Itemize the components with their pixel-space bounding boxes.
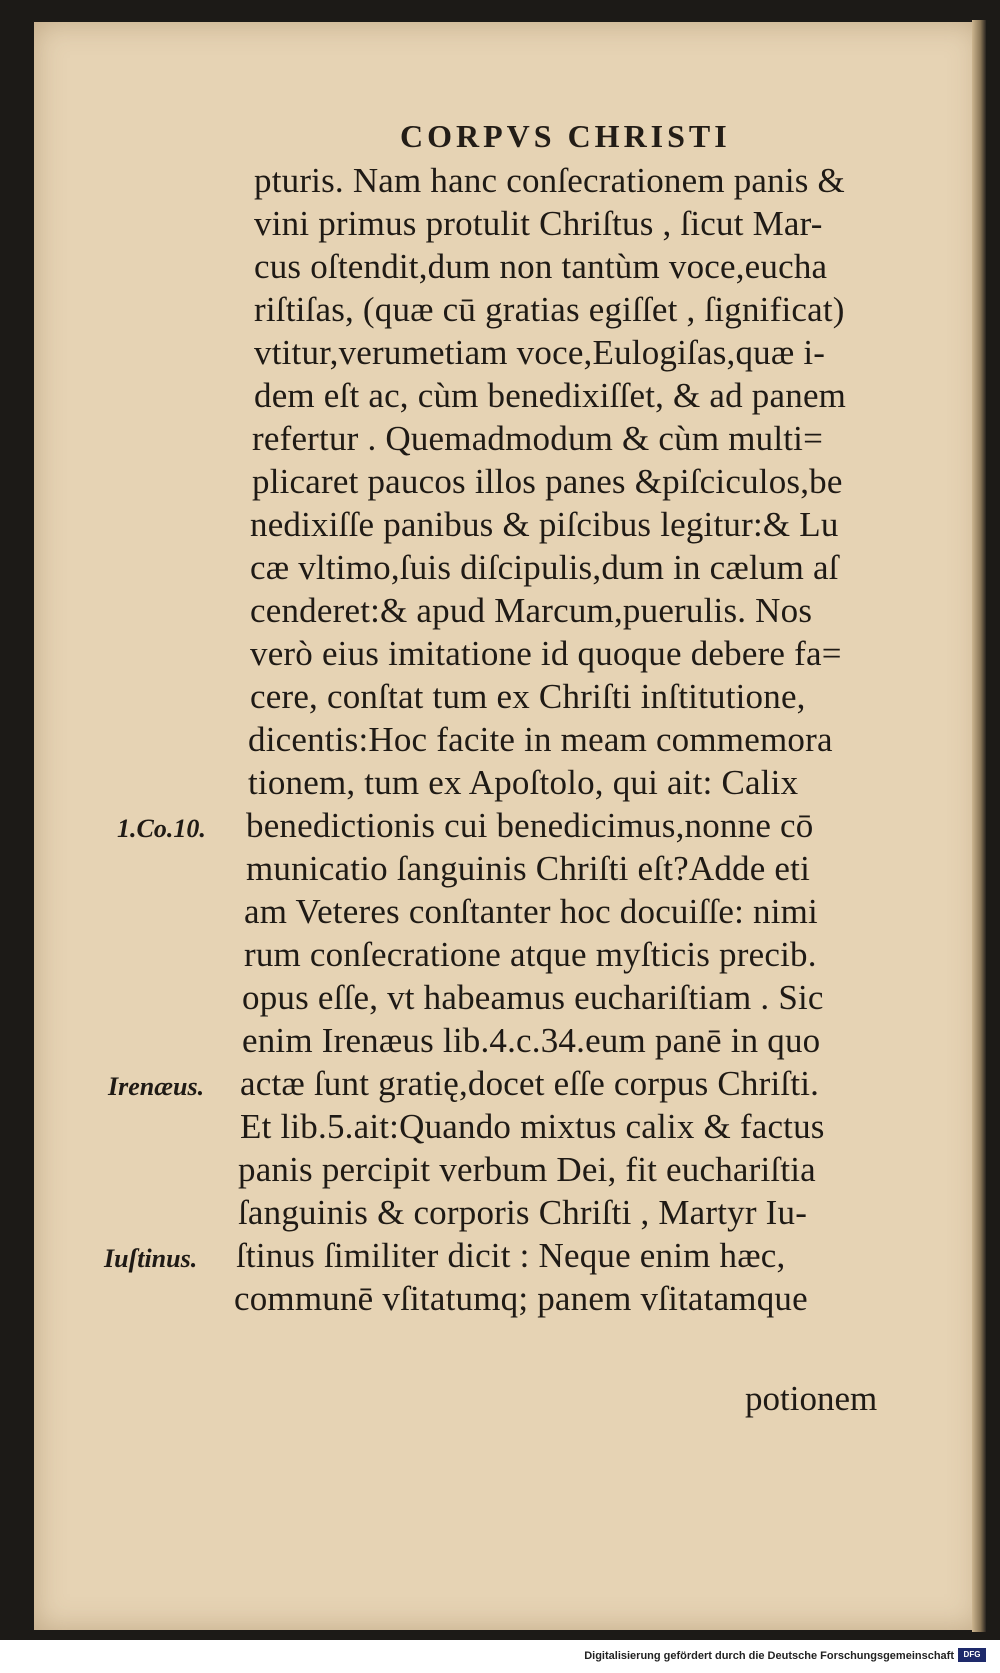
- margin-note: Iuſtinus.: [104, 1244, 198, 1273]
- text-line: communē vſitatumq; panem vſitatamque: [234, 1279, 808, 1318]
- text-line: am Veteres conſtanter hoc docuiſſe: nimi: [244, 892, 818, 931]
- text-line: cæ vltimo,ſuis diſcipulis,dum in cælum aſ: [250, 548, 839, 587]
- text-line: verò eius imitatione id quoque debere fa=: [250, 634, 842, 673]
- text-line: dicentis:Hoc facite in meam commemora: [248, 720, 833, 759]
- text-line: cus oſtendit,dum non tantùm voce,eucha: [254, 247, 828, 286]
- text-line: refertur . Quemadmodum & cùm multi=: [252, 419, 824, 458]
- text-line: actæ ſunt gratię,docet eſſe corpus Chriſti.: [240, 1064, 820, 1103]
- text-line: ſanguinis & corporis Chriſti , Martyr Iu-: [238, 1193, 808, 1232]
- text-line: plicaret paucos illos panes &piſciculos,be: [252, 462, 843, 501]
- catchword: potionem: [745, 1379, 878, 1418]
- text-line: tionem, tum ex Apoſtolo, qui ait: Calix: [248, 763, 799, 802]
- text-line: dem eſt ac, cùm benedixiſſet, & ad panem: [254, 376, 847, 415]
- text-line: nedixiſſe panibus & piſcibus legitur:& Lu: [250, 505, 839, 544]
- text-line: Et lib.5.ait:Quando mixtus calix & factus: [240, 1107, 825, 1146]
- text-line: rum conſecratione atque myſticis precib.: [244, 935, 817, 974]
- running-head: CORPVS CHRISTI: [400, 118, 731, 154]
- text-line: municatio ſanguinis Chriſti eſt?Adde eti: [246, 849, 811, 888]
- text-line: riſtiſas, (quæ cū gratias egiſſet , ſignificat): [254, 290, 845, 329]
- text-line: vini primus protulit Chriſtus , ſicut Mar-: [254, 204, 823, 243]
- text-line: cenderet:& apud Marcum,puerulis. Nos: [250, 591, 813, 630]
- footer-bar: [0, 1640, 1000, 1673]
- text-line: panis percipit verbum Dei, fit euchariſtia: [238, 1150, 816, 1189]
- text-line: benedictionis cui benedicimus,nonne cō: [246, 806, 814, 845]
- footer-credit: Digitalisierung gefördert durch die Deutsche Forschungsgemeinschaft: [584, 1650, 954, 1662]
- text-line: vtitur,verumetiam voce,Eulogiſas,quæ i-: [254, 333, 826, 372]
- text-line: opus eſſe, vt habeamus euchariſtiam . Sic: [242, 978, 824, 1017]
- text-line: enim Irenæus lib.4.c.34.eum panē in quo: [242, 1021, 821, 1060]
- page-edge: [972, 20, 986, 1632]
- margin-note: 1.Co.10.: [117, 814, 206, 843]
- margin-note: Irenæus.: [108, 1072, 205, 1101]
- text-line: cere, conſtat tum ex Chriſti inſtitutione,: [250, 677, 806, 716]
- dfg-logo-icon: DFG: [958, 1648, 986, 1662]
- text-line: pturis. Nam hanc conſecrationem panis &: [254, 161, 845, 200]
- text-line: ſtinus ſimiliter dicit : Neque enim hæc,: [236, 1236, 786, 1275]
